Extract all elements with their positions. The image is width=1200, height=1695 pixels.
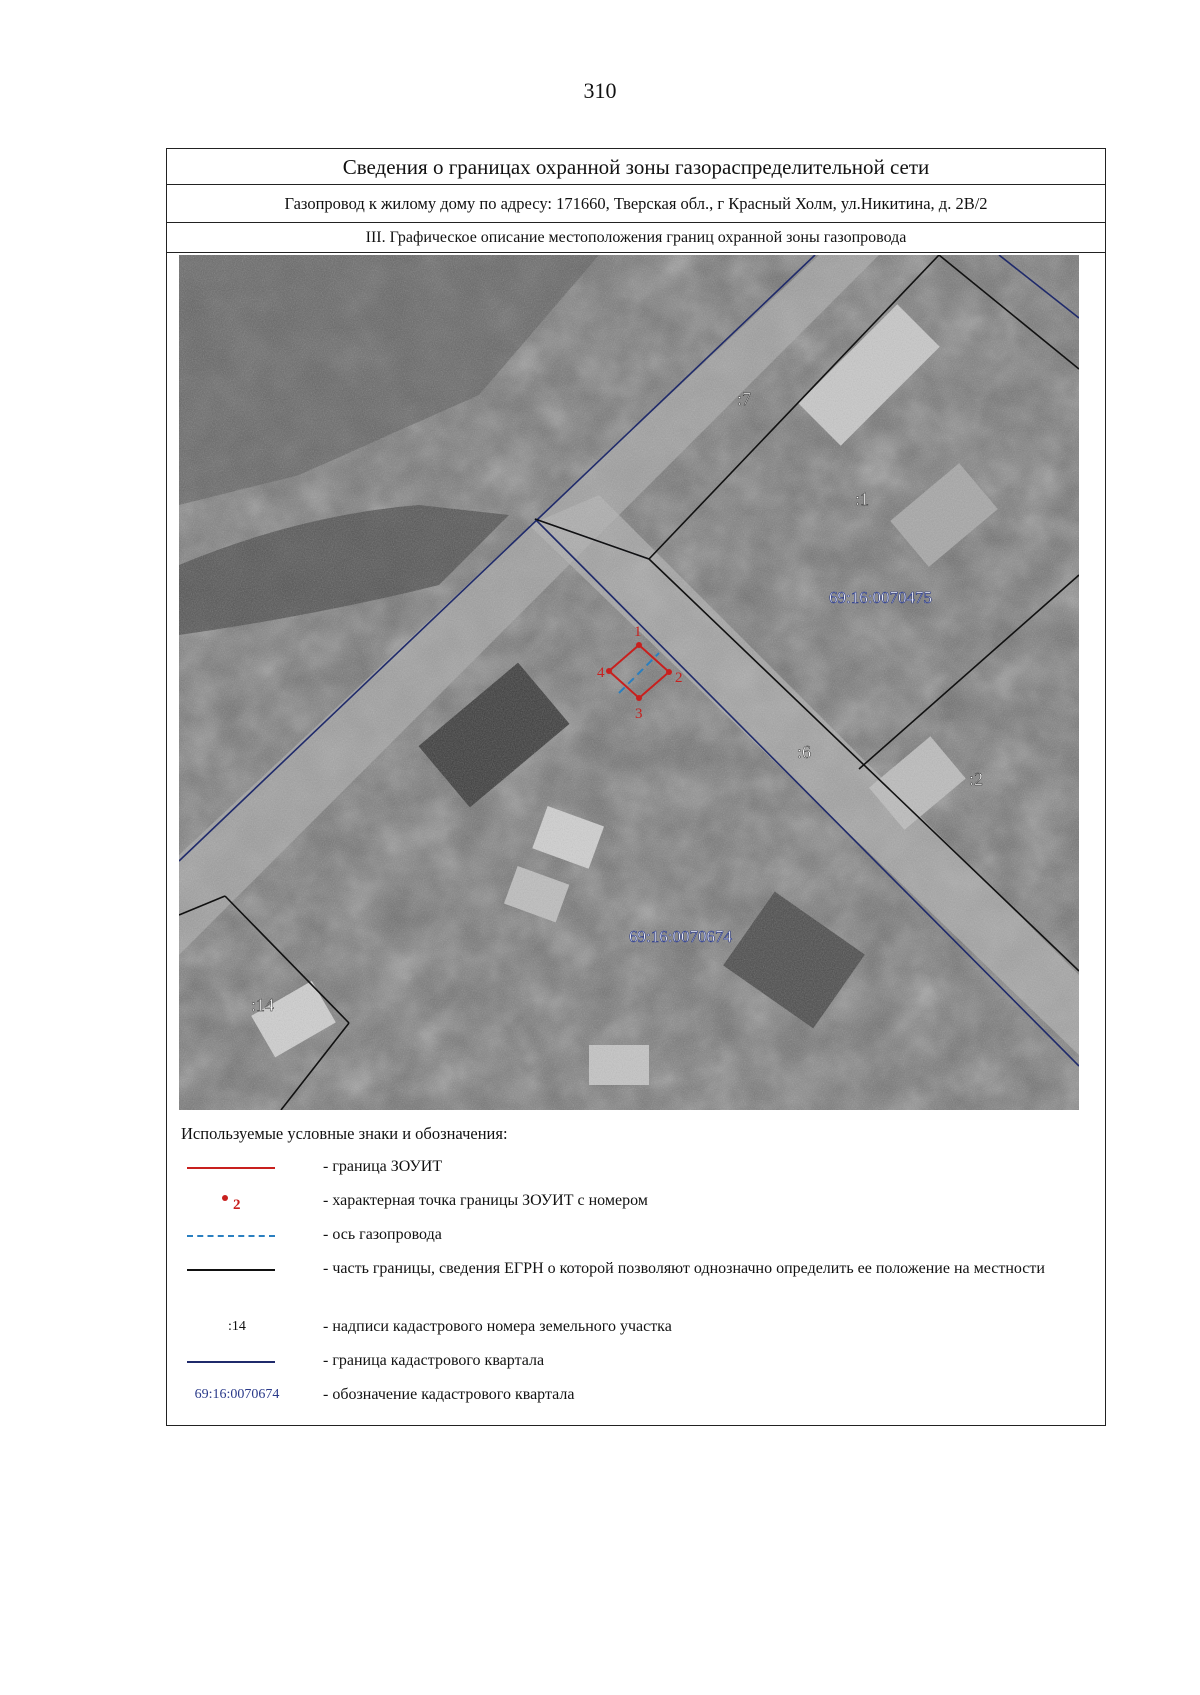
- legend-caption: Используемые условные знаки и обозначения:: [181, 1124, 508, 1143]
- legend-text: - ось газопровода: [323, 1226, 442, 1243]
- parcel-label-1: :1: [855, 489, 870, 509]
- point-label-3: 3: [635, 706, 643, 722]
- legend-symbol: [177, 1224, 287, 1248]
- quarter-label-0070674: 69:16:0070674: [629, 927, 732, 946]
- boundary-point-4: [606, 668, 612, 674]
- document-frame: [166, 148, 1106, 1426]
- legend-quarter-label: 69:16:0070674: [194, 1387, 280, 1402]
- parcel-label-7: :7: [737, 389, 752, 409]
- map-svg: [179, 255, 1079, 1110]
- section-title: III. Графическое описание местоположения границ охранной зоны газопровода: [167, 223, 1105, 253]
- legend-text: - характерная точка границы ЗОУИТ с номером: [323, 1192, 648, 1209]
- red-point-symbol: [177, 1190, 297, 1214]
- quarter-label-0070475: 69:16:0070475: [829, 588, 932, 607]
- boundary-point-2: [666, 669, 672, 675]
- point-label-1: 1: [634, 624, 642, 640]
- legend-symbol: [177, 1258, 287, 1282]
- parcel-label-2: :2: [969, 769, 984, 789]
- legend-text: - обозначение кадастрового квартала: [323, 1386, 575, 1403]
- legend-symbol: [177, 1156, 287, 1180]
- dark-blue-line-symbol: [187, 1361, 275, 1363]
- boundary-point-1: [636, 642, 642, 648]
- legend-text: - надписи кадастрового номера земельного участка: [323, 1318, 672, 1335]
- black-line-symbol: [187, 1269, 275, 1271]
- legend-point-label: 2: [233, 1197, 241, 1213]
- parcel-label-6: :6: [797, 742, 812, 762]
- legend-symbol: [177, 1316, 287, 1340]
- boundary-point-3: [636, 695, 642, 701]
- legend-parcel-label: :14: [228, 1319, 246, 1334]
- point-label-4: 4: [597, 665, 605, 681]
- point-label-2: 2: [675, 670, 683, 686]
- object-description: Газопровод к жилому дому по адресу: 171660, Тверская обл., г Красный Холм, ул.Никитина, д. 2В/2: [167, 185, 1105, 223]
- aerial-map: [179, 255, 1079, 1110]
- document-title: Сведения о границах охранной зоны газораспределительной сети: [167, 149, 1105, 185]
- page-number: 310: [583, 78, 617, 103]
- red-line-symbol: [187, 1167, 275, 1169]
- legend-text: - часть границы, сведения ЕГРН о которой позволяют однозначно определить ее положение на местности: [323, 1260, 1045, 1277]
- legend-symbol: [177, 1350, 287, 1374]
- legend-symbol: [177, 1190, 287, 1214]
- legend-text: - граница кадастрового квартала: [323, 1352, 545, 1369]
- blue-dashed-line-symbol: [187, 1235, 275, 1237]
- legend-text: - граница ЗОУИТ: [323, 1158, 443, 1175]
- legend-symbol: [177, 1384, 287, 1408]
- parcel-label-14: :14: [251, 995, 275, 1015]
